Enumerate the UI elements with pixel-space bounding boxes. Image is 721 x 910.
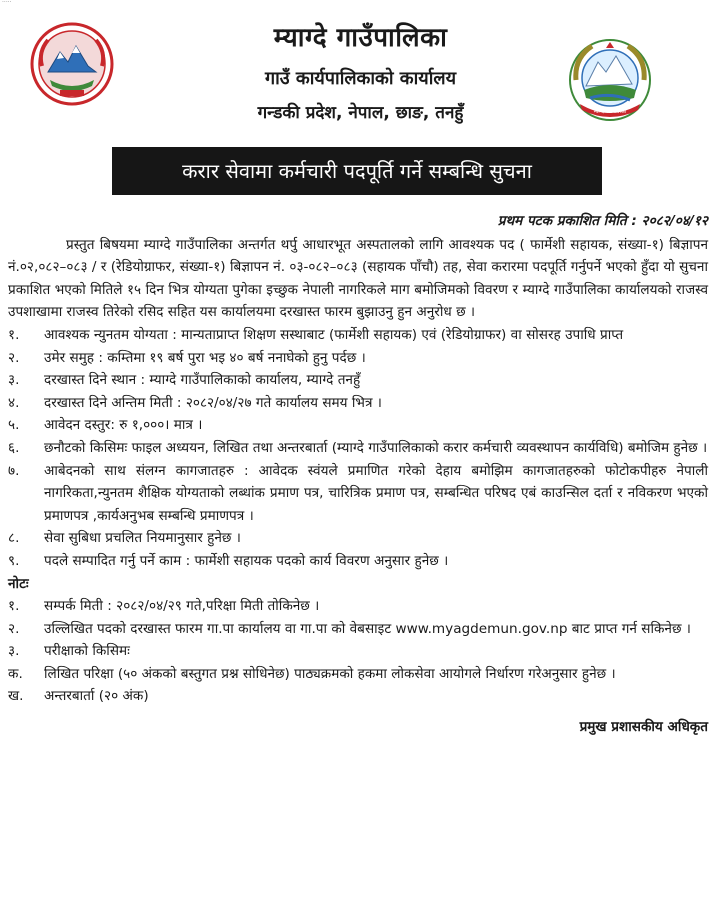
municipality-title: म्याग्दे गाउँपालिका: [273, 23, 448, 53]
list-item: [8, 324, 708, 347]
item-text: छनौटको किसिमः फाइल अध्ययन, लिखित तथा अन्तरबार्ता (म्याग्दे गाउँपालिकाको करार कर्मचारी व्यवस्थापन कार्यविधि) बमोजिम हुनेछ ।: [44, 439, 708, 456]
item-number: ६.: [8, 439, 20, 456]
list-item: [8, 640, 708, 663]
publication-date: प्रथम पटक प्रकाशित मिति : २०८२/०४/१२: [497, 213, 708, 229]
list-item: [8, 369, 708, 392]
office-address: गन्डकी प्रदेश, नेपाल, छाङ, तनहुँ: [257, 103, 464, 123]
note-number: क.: [8, 665, 23, 682]
item-text: सेवा सुबिधा प्रचलित नियमानुसार हुनेछ ।: [44, 530, 241, 547]
item-text: पदले सम्पादित गर्नु पर्ने काम : फार्मेशी सहायक पदको कार्य विवरण अनुसार हुनेछ ।: [44, 552, 449, 569]
list-item: [8, 685, 708, 708]
note-number: १.: [8, 598, 20, 615]
note-text: उल्लिखित पदको दरखास्त फारम गा.पा कार्यालय वा गा.पा को वेबसाइट www.myagdemun.gov.np बाट प्राप्त गर्न सकिनेछ ।: [44, 620, 691, 637]
list-item: [8, 550, 708, 573]
list-item: [8, 618, 708, 641]
item-number: १.: [8, 326, 20, 343]
item-number: ८.: [8, 530, 20, 547]
banner-title: करार सेवामा कर्मचारी पदपूर्ति गर्ने सम्बन्धि सुचना: [182, 159, 532, 183]
note-text: लिखित परिक्षा (५० अंकको बस्तुगत प्रश्न सोधिनेछ) पाठ्यक्रमको हकमा लोकसेवा आयोगले निर्धारण गरेअनुसार हुनेछ ।: [44, 665, 616, 682]
list-item: [8, 437, 708, 460]
list-item: [8, 663, 708, 686]
note-text: सम्पर्क मिती : २०८२/०४/२९ गते,परिक्षा मिती तोकिनेछ ।: [44, 598, 320, 615]
top-scan-strip: ·····: [2, 0, 12, 6]
item-number: ५.: [8, 417, 20, 434]
note-text: परीक्षाको किसिमः: [44, 643, 130, 660]
notice-banner: [112, 147, 602, 195]
item-text: दरखास्त दिने स्थान : म्याग्दे गाउँपालिकाको कार्यालय, म्याग्दे तनहुँ: [44, 372, 361, 389]
svg-text:म्याग्दे गाउँपालिका: म्याग्दे गाउँपालिका: [593, 109, 627, 115]
item-number: ७.: [8, 462, 20, 479]
note-number: ख.: [8, 688, 24, 705]
list-item: [8, 414, 708, 437]
item-number: ३.: [8, 372, 20, 389]
requirements-list: [8, 324, 708, 573]
note-number: २.: [8, 620, 20, 637]
signatory: प्रमुख प्रशासकीय अधिकृत: [579, 719, 708, 736]
notes-list: [8, 595, 708, 708]
letterhead: [0, 8, 721, 128]
list-item: [8, 460, 708, 528]
note-label: नोटः: [8, 575, 29, 592]
notice-body: [8, 210, 708, 739]
intro-paragraph: प्रस्तुत बिषयमा म्याग्दे गाउँपालिका अन्तर्गत थर्पु आधारभूत अस्पतालको लागि आवश्यक पद ( फार्मेशी सहायक, संख्या-१) बिज्ञापन नं.०२,०८२–०८३ / र (रेडियोग्राफर, संख्या-१) बिज्ञापन नं. ०३-०८२–०८३ (सहायक पाँचौ) तह, सेवा करारमा पदपूर्ति गर्नुपर्ने भएको हुँदा यो सुचना प्रकाशित भएको मितिले १५ दिन भित्र योग्यता पुगेका इच्छुक नेपाली नागरिकले माग बमोजिमको विवरण र म्याग्दे गाउँपालिका कार्यालयको राजस्व उपशाखामा राजस्व तिरेको रसिद सहित यस कार्यालयमा दरखास्त फारम बुझाउनु हुन अनुरोध छ ।: [8, 236, 708, 321]
note-number: ३.: [8, 643, 20, 660]
municipality-logo-icon: [566, 38, 654, 122]
item-text: उमेर समुह : कम्तिमा १९ बर्ष पुरा भइ ४० बर्ष ननाघेको हुनु पर्दछ ।: [44, 349, 366, 366]
list-item: [8, 392, 708, 415]
list-item: [8, 347, 708, 370]
item-number: ९.: [8, 552, 20, 569]
item-text: आवश्यक न्युनतम योग्यता : मान्यताप्राप्त शिक्षण सस्थाबाट (फार्मेशी सहायक) एवं (रेडियोग्राफर) वा सोसरह उपाधि प्राप्त: [44, 326, 624, 343]
office-subtitle: गाउँ कार्यपालिकाको कार्यालय: [264, 68, 457, 89]
item-text: आबेदनको साथ संलग्न कागजातहरु : आवेदक स्वंयले प्रमाणित गरेको देहाय बमोझिम कागजातहरुको फोटोकपीहरु नेपाली नागरिकता,न्युनतम शैक्षिक योग्यताको लब्धांक प्रमाण पत्र, चारित्रिक प्रमाण पत्र, सम्बन्धित परिषद एबं काउन्सिल दर्ता र नविकरण भएको प्रमाणपत्र ,कार्यअनुभब सम्बन्धि प्रमाणपत्र ।: [44, 462, 708, 524]
item-number: ४.: [8, 394, 20, 411]
item-text: दरखास्त दिने अन्तिम मिती : २०८२/०४/२७ गते कार्यालय समय भित्र ।: [44, 394, 382, 411]
note-text: अन्तरबार्ता (२० अंक): [44, 688, 149, 705]
item-number: २.: [8, 349, 20, 366]
item-text: आवेदन दस्तुर: रु १,०००। मात्र ।: [44, 417, 203, 434]
list-item: [8, 595, 708, 618]
list-item: [8, 527, 708, 550]
